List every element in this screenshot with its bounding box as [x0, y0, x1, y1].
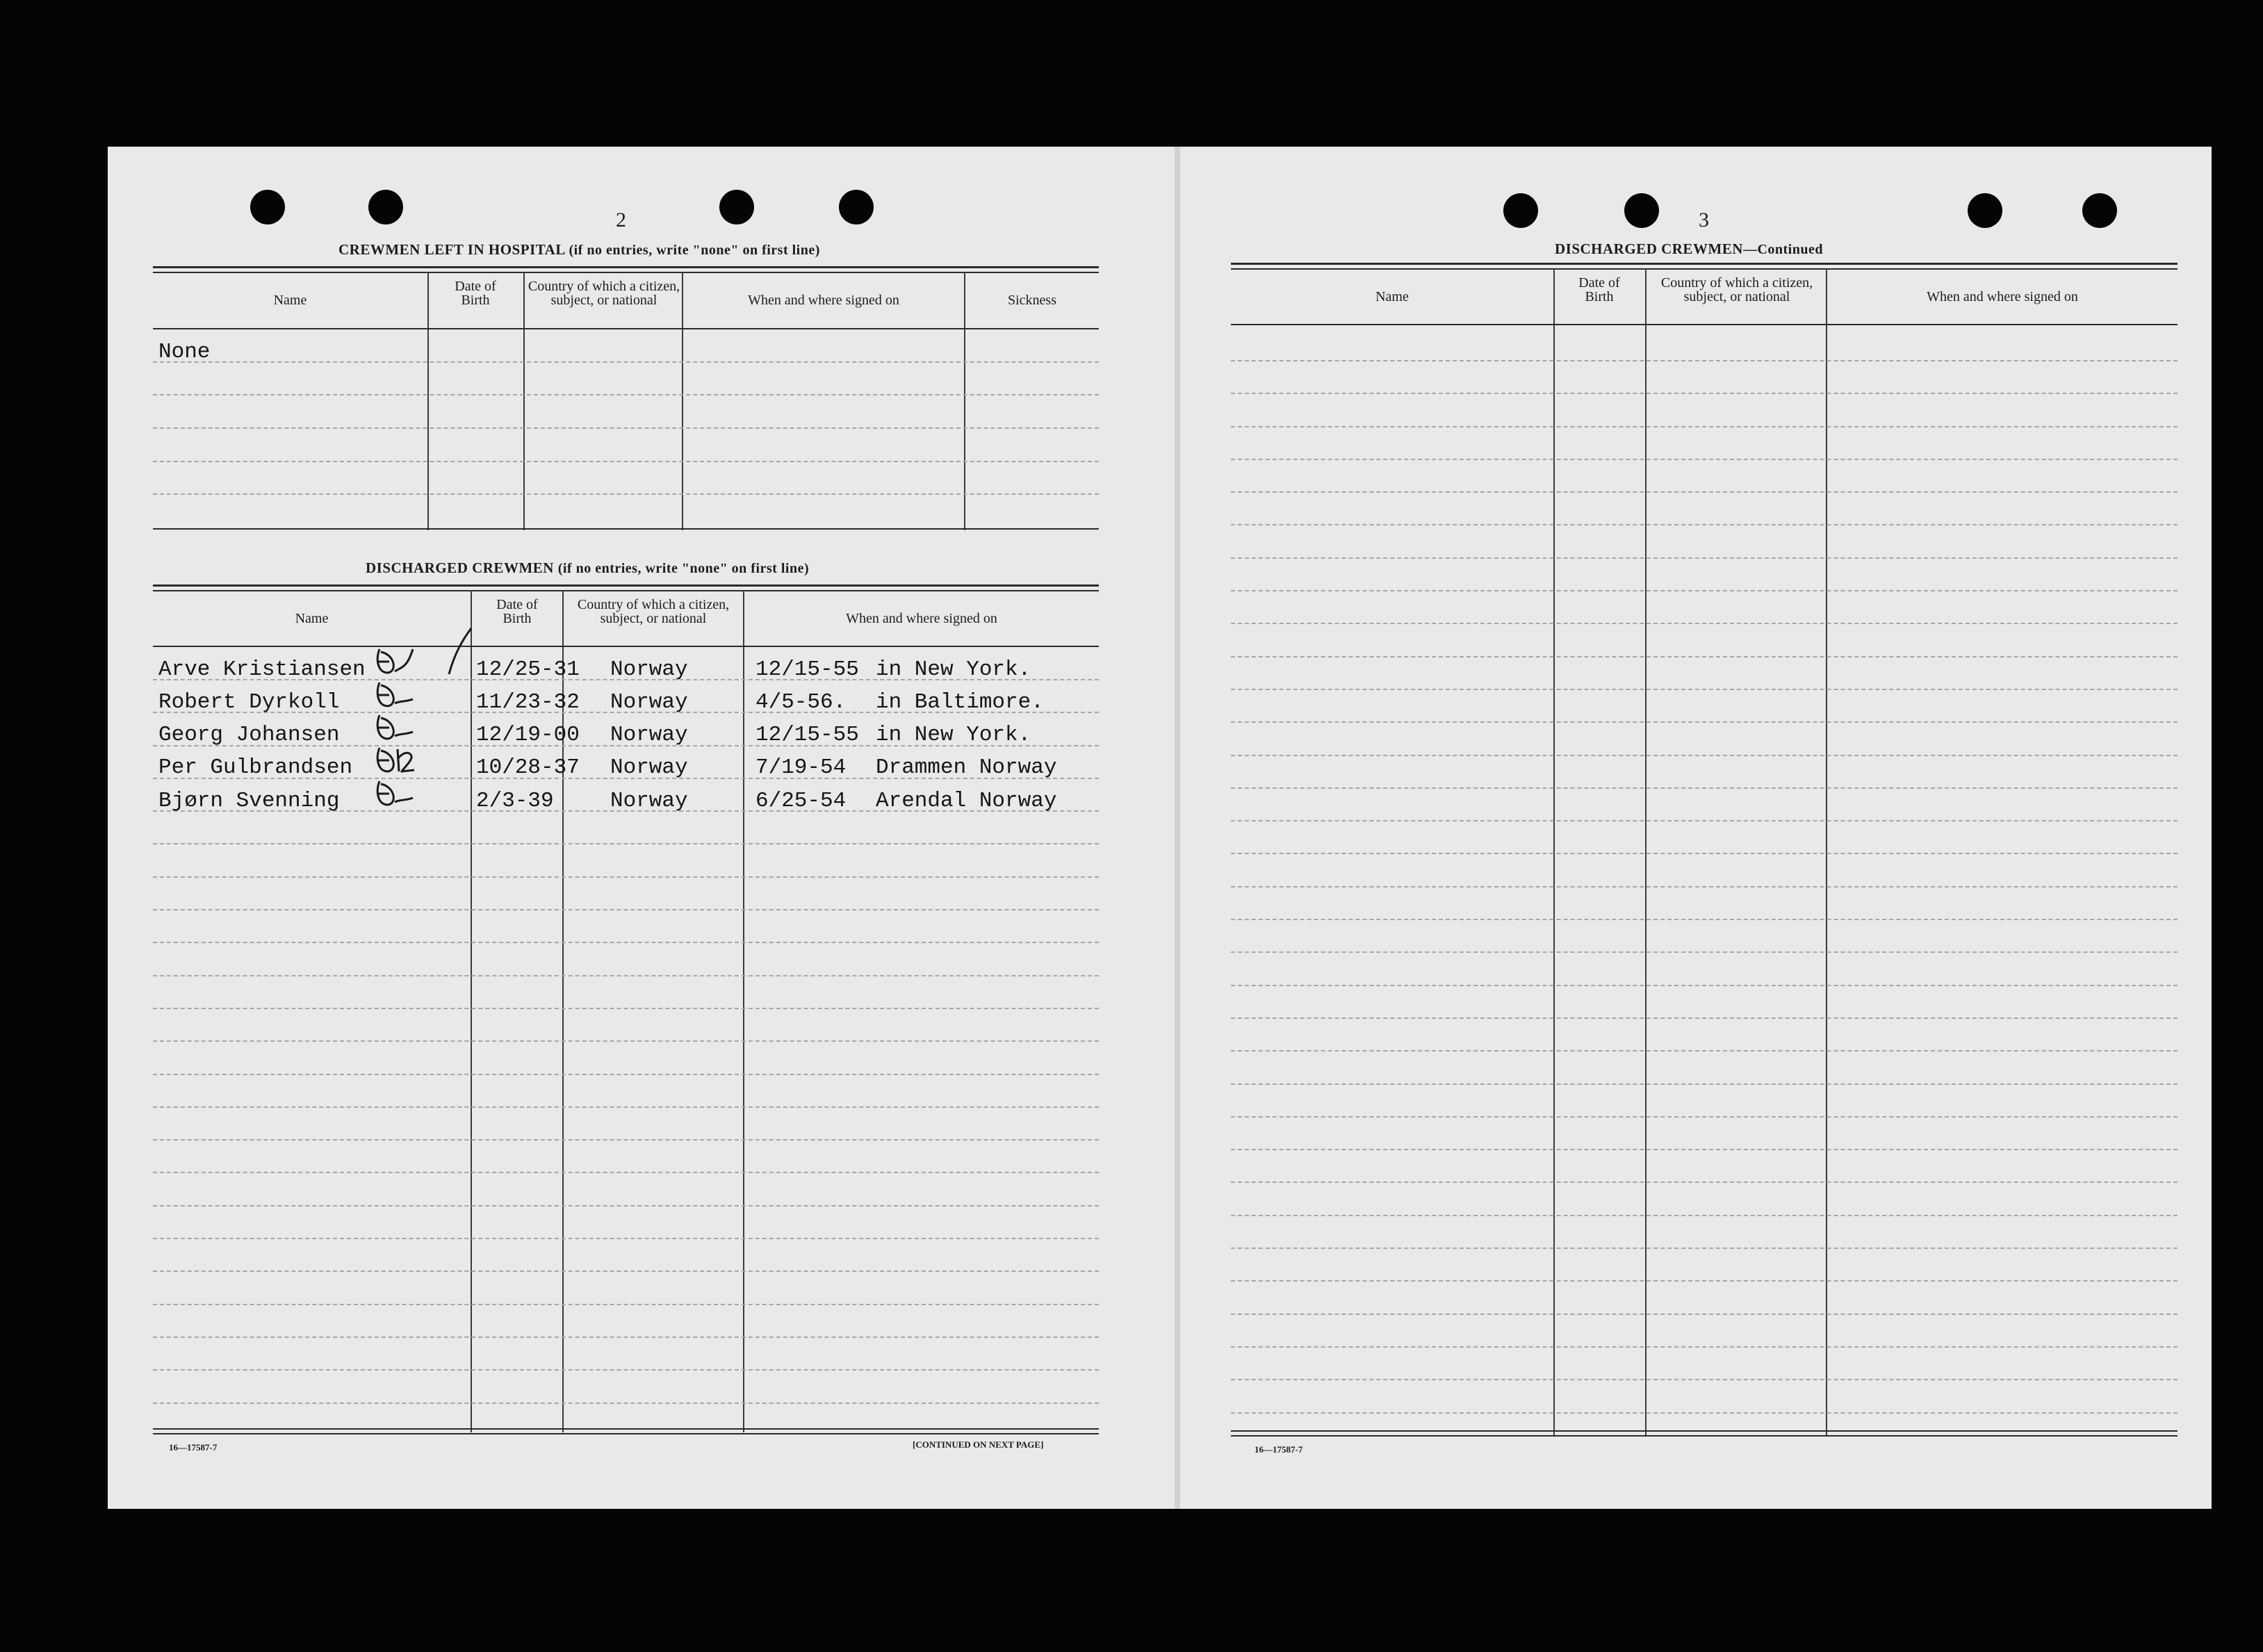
- handwritten-mark: [374, 646, 416, 677]
- handwritten-mark: [374, 778, 416, 809]
- discharged-header-signed: When and where signed on: [846, 611, 997, 626]
- discharged-header-name: Name: [295, 611, 329, 626]
- crew-name: Georg Johansen: [158, 723, 340, 747]
- hospital-title-text: CREWMEN LEFT IN HOSPITAL: [338, 241, 565, 258]
- ruled-line: [153, 1304, 1099, 1305]
- handwritten-tick-line: [445, 625, 475, 792]
- crew-dob: 12/19-00: [476, 723, 580, 747]
- table-rule: [153, 266, 1099, 268]
- ruled-line: [153, 1402, 1099, 1404]
- crew-country: Norway: [610, 657, 688, 682]
- crew-country: Norway: [610, 755, 688, 780]
- ruled-line: [1231, 623, 2178, 624]
- right-title-text: DISCHARGED CREWMEN: [1555, 240, 1743, 257]
- page-number: 3: [1699, 208, 1709, 231]
- discharged-title-text: DISCHARGED CREWMEN: [366, 559, 554, 576]
- column-divider: [1826, 268, 1827, 1436]
- punch-hole: [839, 190, 874, 224]
- ruled-line: [1231, 1280, 2178, 1282]
- discharged-header-country: Country of which a citizen, subject, or national: [577, 597, 730, 626]
- crew-country: Norway: [610, 690, 688, 714]
- right-title-suffix: —Continued: [1742, 242, 1823, 257]
- table-rule: [153, 584, 1099, 587]
- table-rule: [153, 528, 1099, 530]
- ruled-line: [153, 361, 1099, 363]
- column-divider: [1553, 268, 1555, 1436]
- continued-note: [CONTINUED ON NEXT PAGE]: [913, 1439, 1044, 1450]
- column-divider: [523, 272, 525, 530]
- crew-signed-place: Drammen Norway: [876, 755, 1057, 780]
- punch-hole: [1624, 193, 1659, 228]
- ruled-line: [1231, 557, 2178, 559]
- ruled-line: [1231, 393, 2178, 394]
- ruled-line: [1231, 426, 2178, 427]
- ruled-line: [1231, 491, 2178, 493]
- ruled-line: [153, 1369, 1099, 1371]
- hospital-first-entry: None: [158, 340, 211, 364]
- ruled-line: [153, 493, 1099, 495]
- ruled-line: [1231, 656, 2178, 657]
- ruled-line: [153, 1238, 1099, 1239]
- ruled-line: [1231, 1314, 2178, 1315]
- handwritten-mark: [374, 712, 416, 743]
- right-section-title: [1555, 240, 1823, 258]
- column-divider: [1645, 268, 1647, 1436]
- ruled-line: [1231, 1149, 2178, 1150]
- ruled-line: [153, 461, 1099, 462]
- hospital-header-name: Name: [273, 293, 307, 308]
- ruled-line: [1231, 853, 2178, 854]
- table-rule: [1231, 268, 2178, 270]
- crew-name: Arve Kristiansen: [158, 657, 366, 682]
- ruled-line: [1231, 459, 2178, 460]
- handwritten-mark: [374, 745, 416, 776]
- right-header-dob: Date of Birth: [1578, 275, 1620, 304]
- crew-signed-place: in New York.: [876, 657, 1031, 682]
- column-divider: [682, 272, 683, 530]
- crew-name: Robert Dyrkoll: [158, 690, 340, 714]
- crew-dob: 11/23-32: [476, 690, 580, 714]
- ruled-line: [153, 1106, 1099, 1108]
- ruled-line: [1231, 1248, 2178, 1249]
- ruled-line: [153, 909, 1099, 910]
- ruled-line: [1231, 1379, 2178, 1380]
- ruled-line: [1231, 1116, 2178, 1118]
- right-header-country: Country of which a citizen, subject, or national: [1660, 275, 1813, 304]
- ruled-line: [1231, 721, 2178, 723]
- ruled-line: [153, 394, 1099, 395]
- crew-country: Norway: [610, 789, 688, 813]
- crew-signed-place: Arendal Norway: [876, 789, 1057, 813]
- form-number: 16—17587-7: [1255, 1444, 1303, 1455]
- crew-country: Norway: [610, 723, 688, 747]
- ruled-line: [1231, 689, 2178, 690]
- punch-hole: [1503, 193, 1538, 228]
- punch-hole: [719, 190, 754, 224]
- table-rule: [1231, 1435, 2178, 1437]
- ruled-line: [153, 1172, 1099, 1173]
- ruled-line: [153, 427, 1099, 429]
- ruled-line: [153, 843, 1099, 844]
- right-header-signed: When and where signed on: [1927, 289, 2078, 304]
- form-number: 16—17587-7: [169, 1442, 218, 1453]
- crew-signed-date: 7/19-54: [755, 755, 847, 780]
- ruled-line: [153, 1270, 1099, 1272]
- hospital-header-dob: Date of Birth: [455, 279, 496, 308]
- column-divider: [964, 272, 965, 530]
- ruled-line: [1231, 985, 2178, 986]
- hospital-header-signed: When and where signed on: [748, 293, 899, 308]
- ruled-line: [1231, 951, 2178, 953]
- table-rule: [1231, 1430, 2178, 1432]
- ruled-line: [1231, 820, 2178, 821]
- hospital-header-country: Country of which a citizen, subject, or national: [528, 279, 680, 308]
- ruled-line: [1231, 1215, 2178, 1216]
- ruled-line: [153, 1205, 1099, 1207]
- header-rule: [1231, 324, 2178, 325]
- crew-signed-date: 12/15-55: [755, 657, 859, 682]
- ruled-line: [1231, 1050, 2178, 1052]
- crew-dob: 10/28-37: [476, 755, 580, 780]
- crew-dob: 12/25-31: [476, 657, 580, 682]
- handwritten-mark: [374, 680, 416, 710]
- hospital-header-sickness: Sickness: [1008, 293, 1056, 308]
- punch-hole: [368, 190, 403, 224]
- header-rule: [153, 328, 1099, 329]
- ruled-line: [1231, 886, 2178, 888]
- punch-hole: [2082, 193, 2117, 228]
- ruled-line: [1231, 524, 2178, 525]
- crew-signed-place: in New York.: [876, 723, 1031, 747]
- ruled-line: [153, 1074, 1099, 1075]
- table-rule: [153, 1433, 1099, 1434]
- crew-signed-place: in Baltimore.: [876, 690, 1044, 714]
- ruled-line: [153, 975, 1099, 976]
- column-divider: [562, 590, 564, 1432]
- punch-hole: [250, 190, 285, 224]
- page-number: 2: [616, 208, 626, 231]
- ruled-line: [153, 1139, 1099, 1140]
- discharged-title-note: (if no entries, write "none" on first line): [557, 561, 810, 576]
- hospital-section-title: [338, 241, 820, 259]
- ruled-line: [1231, 787, 2178, 789]
- table-rule: [153, 272, 1099, 273]
- crew-name: Per Gulbrandsen: [158, 755, 353, 780]
- hospital-title-note: (if no entries, write "none" on first line): [569, 243, 820, 258]
- crew-dob: 2/3-39: [476, 789, 554, 813]
- right-header-name: Name: [1375, 289, 1409, 304]
- ruled-line: [1231, 590, 2178, 591]
- crew-signed-date: 12/15-55: [755, 723, 859, 747]
- ruled-line: [1231, 1412, 2178, 1414]
- right-page: [1180, 147, 2212, 1509]
- ruled-line: [153, 1008, 1099, 1009]
- ruled-line: [1231, 360, 2178, 361]
- ruled-line: [153, 876, 1099, 878]
- ruled-line: [1231, 1017, 2178, 1019]
- table-rule: [1231, 263, 2178, 265]
- table-rule: [153, 1428, 1099, 1430]
- ruled-line: [153, 1336, 1099, 1338]
- ruled-line: [1231, 1181, 2178, 1183]
- punch-hole: [1968, 193, 2002, 228]
- column-divider: [743, 590, 744, 1432]
- header-rule: [153, 646, 1099, 647]
- ruled-line: [153, 1040, 1099, 1042]
- discharged-section-title: [366, 559, 809, 577]
- ruled-line: [1231, 1083, 2178, 1085]
- column-divider: [427, 272, 429, 530]
- crew-signed-date: 4/5-56.: [755, 690, 847, 714]
- table-rule: [153, 590, 1099, 591]
- crew-signed-date: 6/25-54: [755, 789, 847, 813]
- ruled-line: [1231, 1346, 2178, 1348]
- ruled-line: [1231, 755, 2178, 756]
- ruled-line: [1231, 919, 2178, 920]
- crew-name: Bjørn Svenning: [158, 789, 340, 813]
- discharged-header-dob: Date of Birth: [496, 597, 538, 626]
- ruled-line: [153, 942, 1099, 943]
